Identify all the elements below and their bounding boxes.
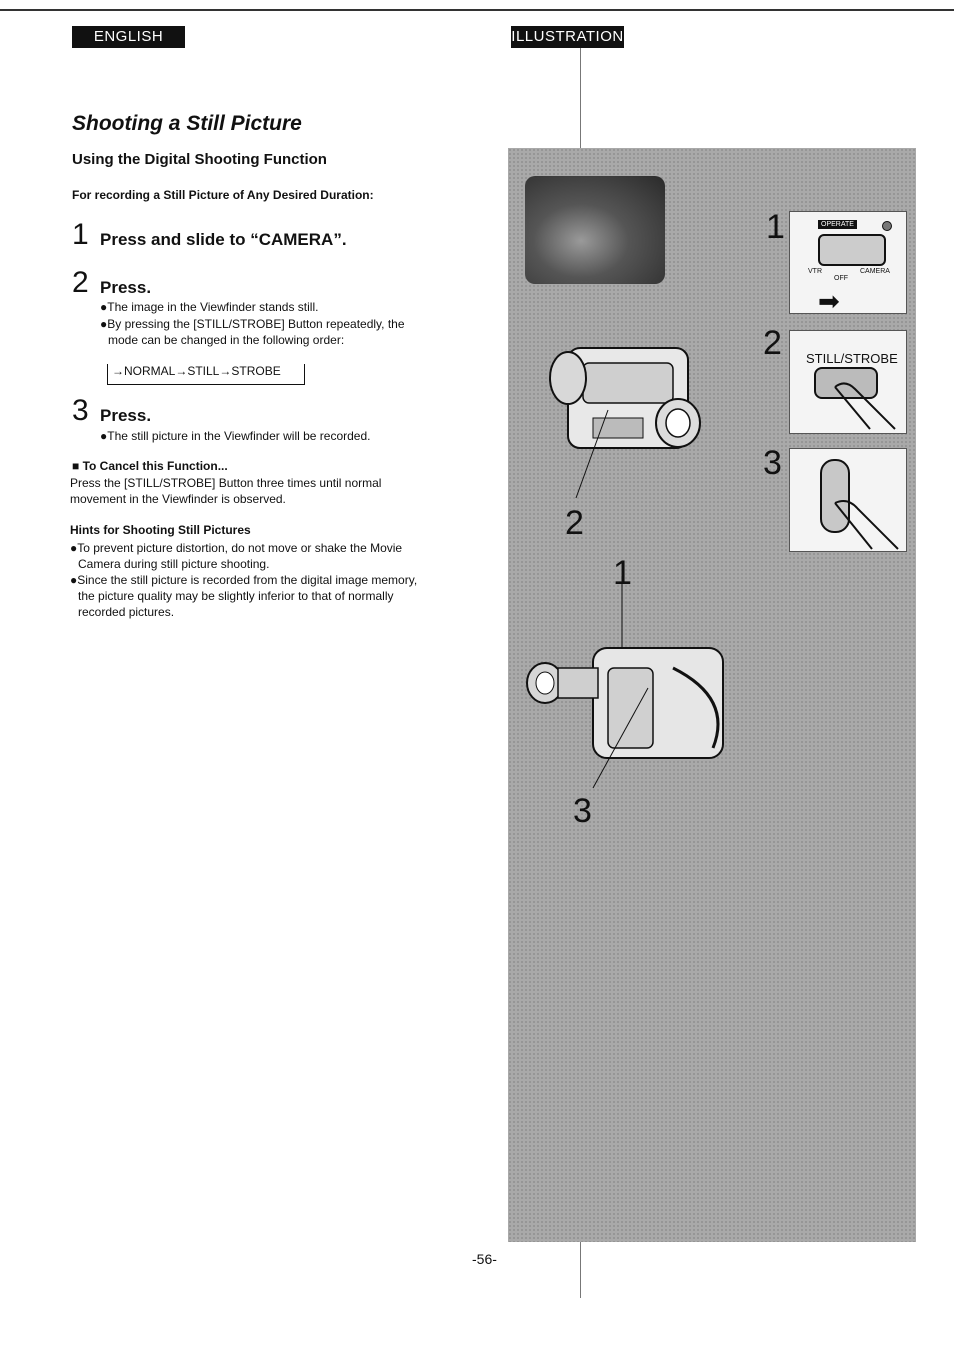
section-heading: For recording a Still Picture of Any Desired Duration:	[72, 188, 374, 202]
hints-bullet-1a: ●To prevent picture distortion, do not move or shake the Movie	[70, 541, 403, 555]
hints-bullet-1b: Camera during still picture shooting.	[78, 557, 270, 571]
indicator-lamp-icon	[882, 221, 892, 231]
language-label: ENGLISH	[72, 26, 185, 48]
panel-2-number: 2	[763, 324, 782, 362]
operate-switch[interactable]	[818, 234, 886, 266]
finger-press-icon	[830, 497, 902, 551]
panel-3-number: 3	[763, 444, 782, 482]
step-2-heading: Press.	[100, 278, 152, 297]
mode-sequence-box	[107, 364, 305, 385]
step-1-heading: Press and slide to “CAMERA”.	[100, 230, 347, 249]
page-title: Shooting a Still Picture	[72, 112, 302, 135]
page-number: -56-	[472, 1251, 497, 1267]
step-2-bullet-1: ●The image in the Viewfinder stands still.	[100, 300, 319, 314]
step-1-number: 1	[72, 218, 89, 251]
still-strobe-label: STILL/STROBE	[806, 351, 898, 366]
cancel-heading: ■ To Cancel this Function...	[72, 459, 228, 473]
illustration-label: ILLUSTRATION	[511, 26, 624, 48]
step-3-heading: Press.	[100, 406, 152, 425]
record-button-panel	[789, 448, 907, 552]
operate-label: OPERATE	[818, 220, 857, 229]
callout-2: 2	[565, 504, 584, 542]
callout-3: 3	[573, 792, 592, 830]
vtr-label: VTR	[808, 268, 822, 275]
panel-1-number: 1	[766, 208, 785, 246]
step-2-number: 2	[72, 266, 89, 299]
top-rule	[0, 9, 954, 11]
mode-sequence: →NORMAL→STILL→STROBE	[112, 363, 284, 379]
finger-press-icon	[830, 379, 900, 431]
hints-heading: Hints for Shooting Still Pictures	[70, 523, 251, 537]
hints-bullet-2a: ●Since the still picture is recorded from the digital image memory,	[70, 573, 418, 587]
operate-switch-panel	[789, 211, 907, 314]
slide-arrow-icon: ➡	[818, 286, 840, 316]
page-subtitle: Using the Digital Shooting Function	[72, 151, 327, 168]
hints-bullet-2b: the picture quality may be slightly inferior to that of normally	[78, 589, 394, 603]
cancel-line-2: movement in the Viewfinder is observed.	[70, 492, 286, 506]
callout-1: 1	[613, 554, 632, 592]
hints-bullet-2c: recorded pictures.	[78, 605, 175, 619]
step-3-bullet-1: ●The still picture in the Viewfinder will be recorded.	[100, 429, 371, 443]
still-strobe-panel	[789, 330, 907, 434]
step-2-bullet-2a: ●By pressing the [STILL/STROBE] Button repeatedly, the	[100, 317, 405, 331]
illustration-panel	[508, 148, 916, 1242]
step-2-bullet-2b: mode can be changed in the following order:	[108, 333, 345, 347]
camera-label: CAMERA	[860, 268, 890, 275]
step-3-number: 3	[72, 394, 89, 427]
off-label: OFF	[834, 275, 848, 282]
cancel-line-1: Press the [STILL/STROBE] Button three times until normal	[70, 476, 382, 490]
